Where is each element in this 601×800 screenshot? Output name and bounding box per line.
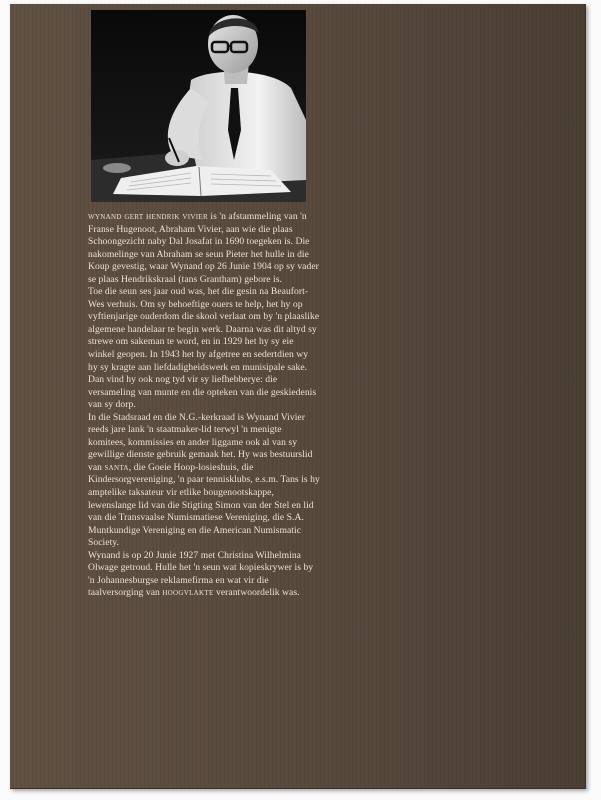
book-back-cover bbox=[10, 4, 586, 789]
bio-paragraph-3-text-a: In die Stadsraad en die N.G.-kerkraad is Wynand Vivier reeds jare lank 'n staatmaker-lid terwyl 'n menigte komitees, kommissies en ander liggame ook al van sy gewillige dienste gebruik gemaak het. Hy was bestuurslid van bbox=[88, 411, 313, 473]
author-portrait-image bbox=[91, 10, 306, 202]
bio-paragraph-4 bbox=[88, 550, 320, 600]
santa-abbrev: santa bbox=[104, 461, 129, 473]
bio-paragraph-1-text: is 'n afstammeling van 'n Franse Hugenoot, Abraham Vivier, aan wie die plaas Schoongezicht naby Dal Josafat in 1690 toegeken is. Die nakomelinge van Abraham se seun Pieter het hulle in die Koup gevestig, waar Wynand op 26 Junie 1904 op sy vader se plaas Hendrikskraal (tans Grantham) gebore is. bbox=[88, 211, 319, 285]
bio-paragraph-4-text-b: verantwoordelik was. bbox=[213, 587, 300, 599]
bio-paragraph-2: Toe die seun ses jaar oud was, het die gesin na Beaufort-Wes verhuis. Om sy behoeftige ouers te help, het hy op vyftienjarige ouderdom die skool verlaat om by 'n plaaslike algemene handelaar te begin werk. Daarna was dit altyd sy strewe om sakeman te word, en in 1929 het hy sy eie winkel geopen. In 1943 het hy afgetree en sedertdien wy hy sy kragte aan liefdadigheidswerk en munisipale sake. Dan vind hy ook nog tyd vir sy liefhebberye: die versameling van munte en die opteken van die geskiedenis van sy dorp. bbox=[88, 286, 320, 411]
bio-paragraph-1 bbox=[88, 211, 320, 286]
author-biography bbox=[88, 211, 320, 600]
author-name: wynand gert hendrik vivier bbox=[88, 211, 208, 222]
bio-paragraph-4-text-a: Wynand is op 20 Junie 1927 met Christina Wilhelmina Olwage getroud. Hulle het 'n seun wat kopieskrywer is by 'n Johannesburgse reklamefirma en wat vir die taalversorging van bbox=[88, 549, 314, 599]
bio-paragraph-3 bbox=[88, 412, 320, 550]
hoogvlakte-title: hoogvlakte bbox=[162, 587, 214, 599]
bio-paragraph-3-text-b: , die Goeie Hoop-losieshuis, die Kindersorgvereniging, 'n paar tennisklubs, e.s.m. Tans is hy amptelike taksateur vir etlike bougenootskappe, lewenslange lid van die Stigting Simon van der Stel en lid van die Transvaalse Numismatiese Vereniging, die S.A. Muntkundige Vereniging en die American Numismatic Society. bbox=[88, 461, 320, 549]
author-photo bbox=[91, 10, 306, 202]
